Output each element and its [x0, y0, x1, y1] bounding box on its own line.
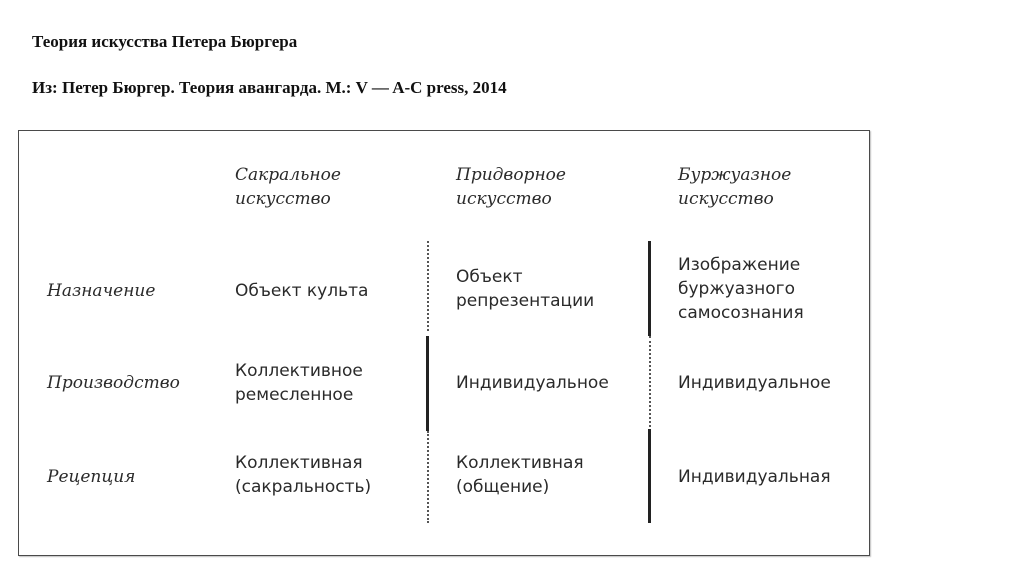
cell-production-bourgeois: Индивидуальное [678, 373, 831, 393]
row-label-production: Производство [47, 373, 180, 393]
separator-solid-2b [648, 429, 651, 523]
cell-reception-sacral: Коллективная (сакральность) [235, 453, 372, 497]
page-title: Теория искусства Петера Бюргера [32, 32, 298, 51]
row-label-reception: Рецепция [47, 467, 136, 487]
separator-dotted-1b [427, 431, 429, 523]
column-header-sacral: Сакральное искусство [235, 165, 341, 209]
cell-reception-bourgeois: Индивидуальная [678, 467, 831, 487]
separator-solid-2a [648, 241, 651, 336]
comparison-table [18, 130, 870, 556]
cell-production-court: Индивидуальное [456, 373, 609, 393]
column-header-court: Придворное искусство [456, 165, 566, 209]
cell-purpose-bourgeois: Изображение буржуазного самосознания [678, 255, 804, 323]
separator-dotted-1a [427, 241, 429, 331]
separator-dotted-2 [649, 336, 651, 431]
cell-production-sacral: Коллективное ремесленное [235, 361, 363, 405]
column-header-bourgeois: Буржуазное искусство [678, 165, 792, 209]
cell-purpose-sacral: Объект культа [235, 281, 369, 301]
source-citation: Из: Петер Бюргер. Теория авангарда. М.: V — A-C press, 2014 [32, 78, 507, 97]
separator-solid-1 [426, 336, 429, 431]
row-label-purpose: Назначение [47, 281, 156, 301]
cell-reception-court: Коллективная (общение) [456, 453, 584, 497]
cell-purpose-court: Объект репрезентации [456, 267, 595, 311]
